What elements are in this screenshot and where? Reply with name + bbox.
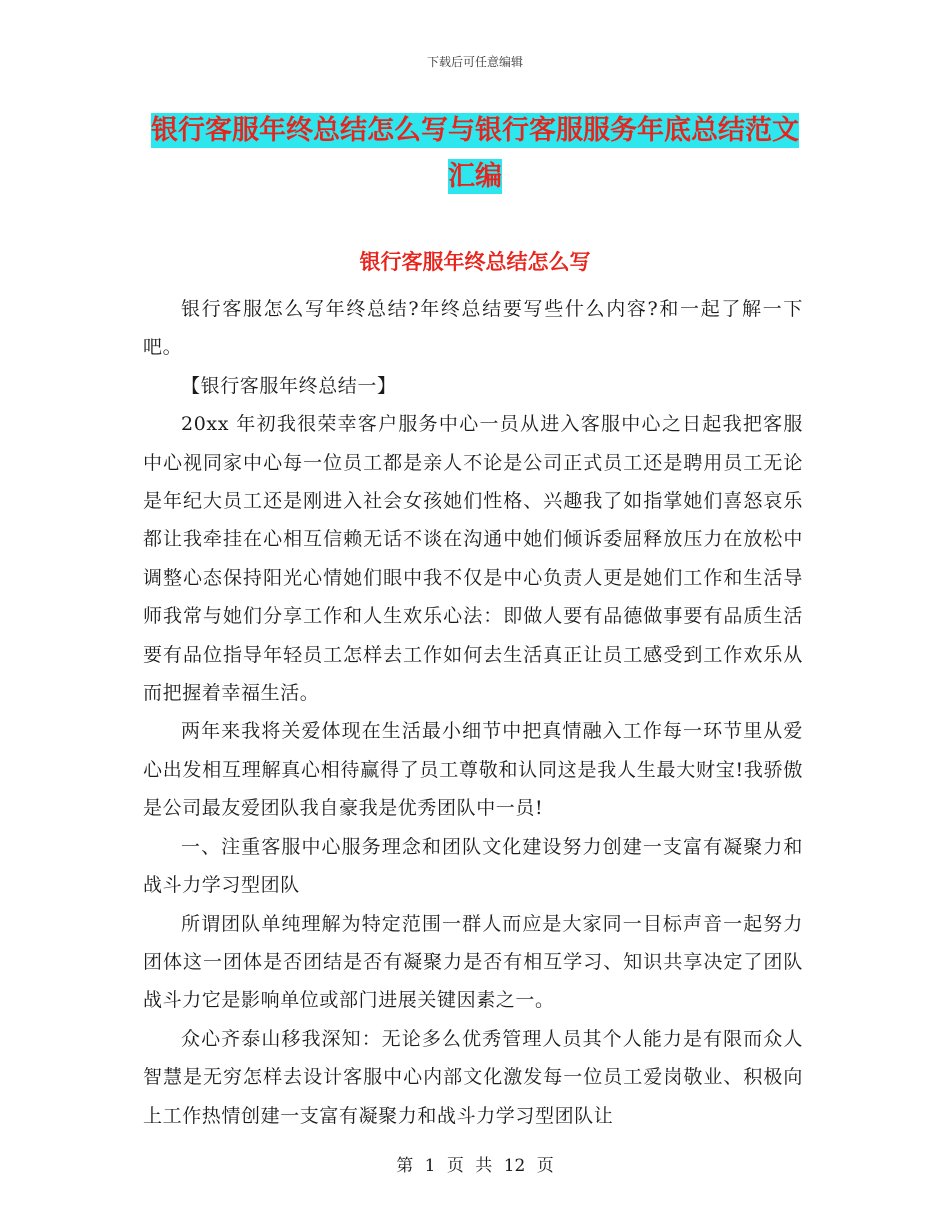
paragraph: 一、注重客服中心服务理念和团队文化建设努力创建一支富有凝聚力和战斗力学习型团队: [143, 835, 803, 897]
paragraph: 众心齐泰山移我深知：无论多么优秀管理人员其个人能力是有限而众人智慧是无穷怎样去设计客服中心内部文化激发每一位员工爱岗敬业、积极向上工作热情创建一支富有凝聚力和战斗力学习型团队让: [143, 1027, 803, 1127]
document-body: [143, 290, 803, 1135]
document-title: [140, 108, 810, 200]
paragraph: 20xx 年初我很荣幸客户服务中心一员从进入客服中心之日起我把客服中心视同家中心每一位员工都是亲人不论是公司正式员工还是聘用员工无论是年纪大员工还是刚进入社会女孩她们性格、兴趣我了如指掌她们喜怒哀乐都让我牵挂在心相互信赖无话不谈在沟通中她们倾诉委屈释放压力在放松中调整心态保持阳光心情她们眼中我不仅是中心负责人更是她们工作和生活导师我常与她们分享工作和人生欢乐心法：即做人要有品德做事要有品质生活要有品位指导年轻员工怎样去工作如何去生活真正让员工感受到工作欢乐从而把握着幸福生活。: [143, 413, 803, 705]
paragraph: 所谓团队单纯理解为特定范围一群人而应是大家同一目标声音一起努力团体这一团体是否团结是否有凝聚力是否有相互学习、知识共享决定了团队战斗力它是影响单位或部门进展关键因素之一。: [143, 912, 803, 1012]
paragraph: 【银行客服年终总结一】: [181, 374, 397, 397]
page-number: 第 1 页 共 12 页: [396, 1156, 554, 1176]
paragraph: 两年来我将关爱体现在生活最小细节中把真情融入工作每一环节里从爱心出发相互理解真心相待赢得了员工尊敬和认同这是我人生最大财宝!我骄傲是公司最友爱团队我自豪我是优秀团队中一员!: [143, 720, 803, 820]
paragraph: 银行客服怎么写年终总结?年终总结要写些什么内容?和一起了解一下吧。: [143, 298, 803, 359]
section-title: 银行客服年终总结怎么写: [359, 250, 591, 274]
page-header-note: 下载后可任意编辑: [426, 55, 523, 69]
document-title-highlight: 银行客服年终总结怎么写与银行客服服务年底总结范文汇编: [151, 115, 799, 192]
